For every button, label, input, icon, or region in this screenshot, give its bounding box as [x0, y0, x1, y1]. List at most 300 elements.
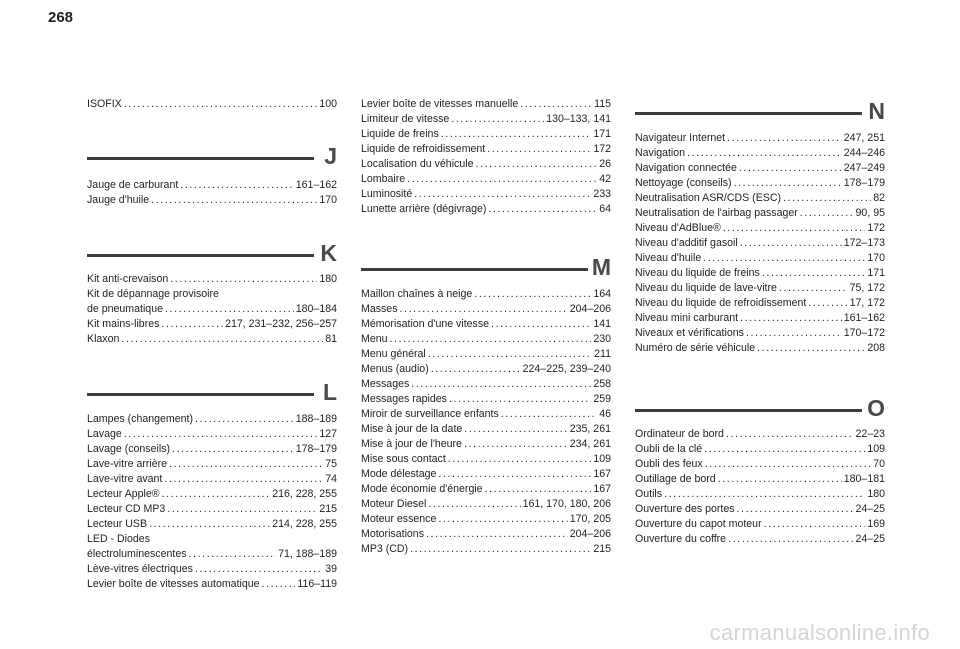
index-entry	[361, 392, 611, 407]
dot-leader	[400, 302, 568, 317]
dot-leader	[728, 532, 853, 547]
entry-term: Lecteur CD MP3	[87, 503, 166, 515]
entry-term: Mémorisation d'une vitesse	[361, 318, 490, 330]
page-reference: 170–172	[843, 327, 885, 339]
dot-leader	[705, 457, 871, 472]
index-entry-line	[87, 577, 337, 592]
entry-term: Ouverture du capot moteur	[635, 518, 762, 530]
dot-leader	[704, 442, 865, 457]
dot-leader	[448, 452, 592, 467]
entry-term: Klaxon	[87, 333, 120, 345]
index-entry	[87, 97, 337, 112]
entry-term: Menu général	[361, 348, 426, 360]
entry-term: de pneumatique	[87, 303, 163, 315]
dot-leader	[195, 562, 323, 577]
index-entry-line	[635, 161, 885, 176]
index-entry	[361, 512, 611, 527]
index-entry-line	[635, 146, 885, 161]
entry-term: Localisation du véhicule	[361, 158, 474, 170]
dot-leader	[464, 437, 568, 452]
section-rule	[87, 393, 314, 396]
entry-term: Mode délestage	[361, 468, 437, 480]
dot-leader	[451, 112, 544, 127]
section-rule	[361, 268, 588, 271]
page-reference: 74	[325, 473, 337, 485]
index-entry	[361, 317, 611, 332]
index-entry	[635, 517, 885, 532]
index-entry	[635, 191, 885, 206]
index-entry	[87, 562, 337, 577]
dot-leader	[687, 146, 842, 161]
dot-leader	[488, 202, 597, 217]
page-reference: 46	[599, 408, 611, 420]
page-reference: 180–184	[295, 303, 337, 315]
section-header	[87, 145, 337, 173]
page-reference: 178–179	[843, 177, 885, 189]
dot-leader	[800, 206, 854, 221]
index-entry-line	[361, 482, 611, 497]
index-entry	[361, 172, 611, 187]
page-reference: 70	[873, 458, 885, 470]
section-rule	[635, 112, 862, 115]
dot-leader	[124, 427, 318, 442]
index-entry	[635, 251, 885, 266]
index-entry-line	[635, 281, 885, 296]
index-entry	[361, 422, 611, 437]
page-reference: 167	[593, 468, 611, 480]
index-entry-line	[635, 251, 885, 266]
page-reference: 82	[873, 192, 885, 204]
index-entry-line	[635, 311, 885, 326]
index-entry	[635, 266, 885, 281]
index-entry-line	[361, 512, 611, 527]
index-entry-line	[361, 317, 611, 332]
section-rule	[87, 254, 314, 257]
page-reference: 214, 228, 255	[272, 518, 337, 530]
index-entry	[635, 296, 885, 311]
index-entry	[361, 157, 611, 172]
page-reference: 130–133, 141	[546, 113, 611, 125]
dot-leader	[189, 547, 277, 562]
index-entry	[361, 482, 611, 497]
index-entry-line	[635, 296, 885, 311]
entry-term: Ouverture du coffre	[635, 533, 727, 545]
index-entry	[87, 193, 337, 208]
section-rule	[87, 157, 314, 160]
index-entry-line	[635, 341, 885, 356]
page-reference: 26	[599, 158, 611, 170]
page-reference: 71, 188–189	[278, 548, 337, 560]
page-reference: 167	[593, 483, 611, 495]
page-reference: 204–206	[569, 528, 611, 540]
index-entry-line	[87, 317, 337, 332]
index-entry-line	[361, 437, 611, 452]
page-reference: 234, 261	[569, 438, 611, 450]
entry-term: Outils	[635, 488, 663, 500]
page-reference: 109	[593, 453, 611, 465]
dot-leader	[491, 317, 591, 332]
index-entry-line	[87, 562, 337, 577]
index-entry-line	[361, 112, 611, 127]
index-entry-line	[635, 131, 885, 146]
index-entry-line	[635, 236, 885, 251]
index-entry-line	[87, 457, 337, 472]
entry-term: Jauge d'huile	[87, 194, 150, 206]
index-entry	[87, 532, 337, 562]
section-header	[635, 397, 885, 425]
dot-leader	[727, 131, 842, 146]
dot-leader	[726, 427, 854, 442]
dot-leader	[487, 142, 591, 157]
entry-term: Kit de dépannage provisoire	[87, 288, 219, 300]
index-entry	[635, 442, 885, 457]
page-reference: 180	[319, 273, 337, 285]
index-entry	[361, 377, 611, 392]
dot-leader	[180, 178, 293, 193]
dot-leader	[449, 392, 591, 407]
index-entry-line	[361, 467, 611, 482]
dot-leader	[161, 317, 223, 332]
entry-term: Niveau du liquide de lave-vitre	[635, 282, 777, 294]
index-entry-line	[361, 542, 611, 557]
page-reference: 215	[593, 543, 611, 555]
index-entry-line	[361, 127, 611, 142]
index-entry-line	[361, 497, 611, 512]
page-reference: 171	[867, 267, 885, 279]
page-reference: 244–246	[843, 147, 885, 159]
dot-leader	[501, 407, 597, 422]
section-letter: K	[320, 240, 337, 266]
index-entry-line	[635, 532, 885, 547]
index-entry-line	[635, 206, 885, 221]
index-entry-line	[87, 193, 337, 208]
index-entry	[87, 332, 337, 347]
entry-term: Liquide de refroidissement	[361, 143, 486, 155]
index-entry	[635, 161, 885, 176]
index-entry-line	[87, 442, 337, 457]
index-entry-line	[361, 377, 611, 392]
entry-term: Outillage de bord	[635, 473, 716, 485]
page-reference: 161, 170, 180, 206	[522, 498, 611, 510]
page-reference: 170	[867, 252, 885, 264]
entry-term: Oubli de la clé	[635, 443, 703, 455]
index-entry	[361, 497, 611, 512]
entry-term: Messages rapides	[361, 393, 447, 405]
section-header	[635, 100, 885, 128]
dot-leader	[476, 157, 598, 172]
dot-leader	[746, 326, 842, 341]
page-reference: 24–25	[855, 503, 885, 515]
section-letter: O	[867, 395, 885, 421]
entry-term: Nettoyage (conseils)	[635, 177, 732, 189]
index-entry-line	[635, 326, 885, 341]
dot-leader	[485, 482, 592, 497]
index-entry	[635, 146, 885, 161]
index-entry	[87, 317, 337, 332]
entry-term: Navigateur Internet	[635, 132, 726, 144]
index-entry	[87, 457, 337, 472]
index-entry	[361, 527, 611, 542]
page-reference: 115	[594, 98, 611, 110]
index-entry	[361, 452, 611, 467]
index-entry	[635, 487, 885, 502]
dot-leader	[808, 296, 847, 311]
entry-term: Lavage (conseils)	[87, 443, 171, 455]
page-reference: 172	[867, 222, 885, 234]
entry-term: Maillon chaînes à neige	[361, 288, 473, 300]
page-reference: 171	[593, 128, 611, 140]
index-entry	[361, 287, 611, 302]
entry-term: Liquide de freins	[361, 128, 439, 140]
page-reference: 180–181	[843, 473, 885, 485]
dot-leader	[165, 302, 294, 317]
index-entry-line	[361, 97, 611, 112]
dot-leader	[164, 472, 323, 487]
index-entry	[635, 281, 885, 296]
entry-term: Lavage	[87, 428, 122, 440]
page-reference: 75	[325, 458, 337, 470]
index-entry-line	[635, 191, 885, 206]
index-entry-line	[361, 392, 611, 407]
dot-leader	[723, 221, 866, 236]
section-letter: L	[322, 379, 337, 405]
entry-term: Menu	[361, 333, 388, 345]
entry-term: Jauge de carburant	[87, 179, 179, 191]
index-entry	[87, 178, 337, 193]
index-entry-line	[361, 362, 611, 377]
entry-term: Luminosité	[361, 188, 413, 200]
entry-term: ISOFIX	[87, 98, 122, 110]
dot-leader	[151, 193, 317, 208]
entry-term: Niveau mini carburant	[635, 312, 739, 324]
index-entry	[87, 577, 337, 592]
entry-term: Mode économie d'énergie	[361, 483, 483, 495]
entry-term: Mise à jour de la date	[361, 423, 463, 435]
index-entry-line	[87, 412, 337, 427]
entry-term: Lave-vitre arrière	[87, 458, 168, 470]
index-entry	[87, 272, 337, 287]
dot-leader	[703, 251, 865, 266]
index-entry-line	[361, 172, 611, 187]
index-entry	[635, 472, 885, 487]
index-entry	[87, 442, 337, 457]
index-entry	[635, 532, 885, 547]
page-reference: 75, 172	[849, 282, 885, 294]
index-entry-line	[361, 347, 611, 362]
entry-term: Lave-vitre avant	[87, 473, 163, 485]
dot-leader	[411, 377, 591, 392]
dot-leader	[438, 467, 591, 482]
entry-term: électroluminescentes	[87, 548, 187, 560]
index-entry-line	[361, 407, 611, 422]
dot-leader	[169, 457, 323, 472]
page-reference: 217, 231–232, 256–257	[225, 318, 337, 330]
entry-term: Niveau d'additif gasoil	[635, 237, 738, 249]
index-entry	[361, 332, 611, 347]
index-entry-line	[87, 178, 337, 193]
index-entry-line	[635, 517, 885, 532]
index-entry	[635, 427, 885, 442]
entry-term: Lecteur Apple®	[87, 488, 160, 500]
index-entry	[635, 176, 885, 191]
entry-term: Niveau du liquide de refroidissement	[635, 297, 807, 309]
entry-term: MP3 (CD)	[361, 543, 409, 555]
entry-term: Neutralisation ASR/CDS (ESC)	[635, 192, 782, 204]
page-reference: 81	[325, 333, 337, 345]
index-entry-line	[87, 272, 337, 287]
entry-term: Messages	[361, 378, 410, 390]
index-entry	[361, 437, 611, 452]
index-entry	[87, 502, 337, 517]
entry-term: Navigation	[635, 147, 686, 159]
entry-term: Lunette arrière (dégivrage)	[361, 203, 487, 215]
index-entry-line	[635, 221, 885, 236]
dot-leader	[428, 347, 592, 362]
entry-term: Ordinateur de bord	[635, 428, 724, 440]
index-entry	[635, 131, 885, 146]
index-entry	[361, 112, 611, 127]
page-reference: 208	[867, 342, 885, 354]
page-reference: 180	[867, 488, 885, 500]
index-entry	[635, 236, 885, 251]
entry-term: Neutralisation de l'airbag passager	[635, 207, 798, 219]
index-entry	[87, 472, 337, 487]
entry-term: Lecteur USB	[87, 518, 148, 530]
index-entry	[635, 341, 885, 356]
entry-term: Niveau d'AdBlue®	[635, 222, 721, 234]
entry-term: Niveaux et vérifications	[635, 327, 744, 339]
index-entry	[635, 311, 885, 326]
index-entry-line	[361, 302, 611, 317]
page-reference: 247–249	[843, 162, 885, 174]
index-entry	[361, 187, 611, 202]
page-reference: 235, 261	[569, 423, 611, 435]
page-reference: 24–25	[855, 533, 885, 545]
page-reference: 172–173	[843, 237, 885, 249]
dot-leader	[428, 497, 520, 512]
dot-leader	[737, 502, 854, 517]
index-entry	[635, 457, 885, 472]
page-reference: 169	[867, 518, 885, 530]
index-entry-line	[87, 287, 337, 302]
index-entry-line	[635, 442, 885, 457]
dot-leader	[262, 577, 296, 592]
dot-leader	[441, 127, 592, 142]
index-entry-line	[87, 532, 337, 547]
watermark: carmanualsonline.info	[709, 620, 930, 645]
page-reference: 258	[593, 378, 611, 390]
page-reference: 64	[599, 203, 611, 215]
section-header	[361, 256, 611, 284]
page-reference: 216, 228, 255	[272, 488, 337, 500]
index-entry-line	[635, 472, 885, 487]
entry-term: Niveau d'huile	[635, 252, 702, 264]
dot-leader	[414, 187, 591, 202]
dot-leader	[195, 412, 294, 427]
index-entry-line	[87, 302, 337, 317]
index-entry-line	[361, 332, 611, 347]
section-header	[87, 381, 337, 409]
dot-leader	[172, 442, 294, 457]
index-entry-line	[361, 527, 611, 542]
page-reference: 224–225, 239–240	[522, 363, 611, 375]
index-entry	[87, 487, 337, 502]
page-reference: 127	[319, 428, 337, 440]
dot-leader	[167, 502, 317, 517]
index-entry-line	[87, 517, 337, 532]
page-reference: 22–23	[855, 428, 885, 440]
index-entry-line	[87, 97, 337, 112]
index-entry	[361, 302, 611, 317]
index-entry	[361, 362, 611, 377]
page-reference: 39	[325, 563, 337, 575]
entry-term: Lève-vitres électriques	[87, 563, 193, 575]
entry-term: Numéro de série véhicule	[635, 342, 756, 354]
entry-term: Levier boîte de vitesses automatique	[87, 578, 260, 590]
index-entry	[87, 427, 337, 442]
entry-term: Menus (audio)	[361, 363, 429, 375]
entry-term: Moteur Diesel	[361, 498, 427, 510]
dot-leader	[520, 97, 592, 112]
index-entry-line	[361, 452, 611, 467]
index-entry-line	[361, 422, 611, 437]
page-reference: 247, 251	[843, 132, 885, 144]
dot-leader	[431, 362, 521, 377]
page-reference: 100	[319, 98, 337, 110]
dot-leader	[740, 236, 842, 251]
index-entry	[87, 412, 337, 427]
index-entry	[361, 467, 611, 482]
page-reference: 178–179	[295, 443, 337, 455]
page-reference: 204–206	[569, 303, 611, 315]
entry-term: Limiteur de vitesse	[361, 113, 450, 125]
entry-term: Levier boîte de vitesses manuelle	[361, 98, 519, 110]
index-entry	[361, 142, 611, 157]
page-reference: 211	[594, 348, 611, 360]
index-entry-line	[87, 547, 337, 562]
index-entry-line	[87, 472, 337, 487]
dot-leader	[426, 527, 568, 542]
index-entry-line	[361, 142, 611, 157]
index-entry	[361, 407, 611, 422]
index-entry-line	[87, 487, 337, 502]
dot-leader	[410, 542, 591, 557]
section-letter: M	[591, 254, 611, 280]
entry-term: Navigation connectée	[635, 162, 737, 174]
page-reference: 17, 172	[849, 297, 885, 309]
entry-term: Miroir de surveillance enfants	[361, 408, 499, 420]
index-entry-line	[635, 176, 885, 191]
dot-leader	[740, 311, 842, 326]
entry-term: Moteur essence	[361, 513, 437, 525]
dot-leader	[779, 281, 848, 296]
page-reference: 170	[319, 194, 337, 206]
dot-leader	[390, 332, 592, 347]
page-reference: 188–189	[295, 413, 337, 425]
entry-term: Mise à jour de l'heure	[361, 438, 462, 450]
index-entry-line	[635, 427, 885, 442]
dot-leader	[124, 97, 318, 112]
index-entry-line	[87, 502, 337, 517]
section-header	[87, 242, 337, 270]
index-entry	[361, 347, 611, 362]
entry-term: Oubli des feux	[635, 458, 703, 470]
entry-term: Niveau du liquide de freins	[635, 267, 760, 279]
section-letter: N	[868, 98, 885, 124]
page-reference: 259	[593, 393, 611, 405]
page-reference: 90, 95	[855, 207, 885, 219]
dot-leader	[407, 172, 597, 187]
